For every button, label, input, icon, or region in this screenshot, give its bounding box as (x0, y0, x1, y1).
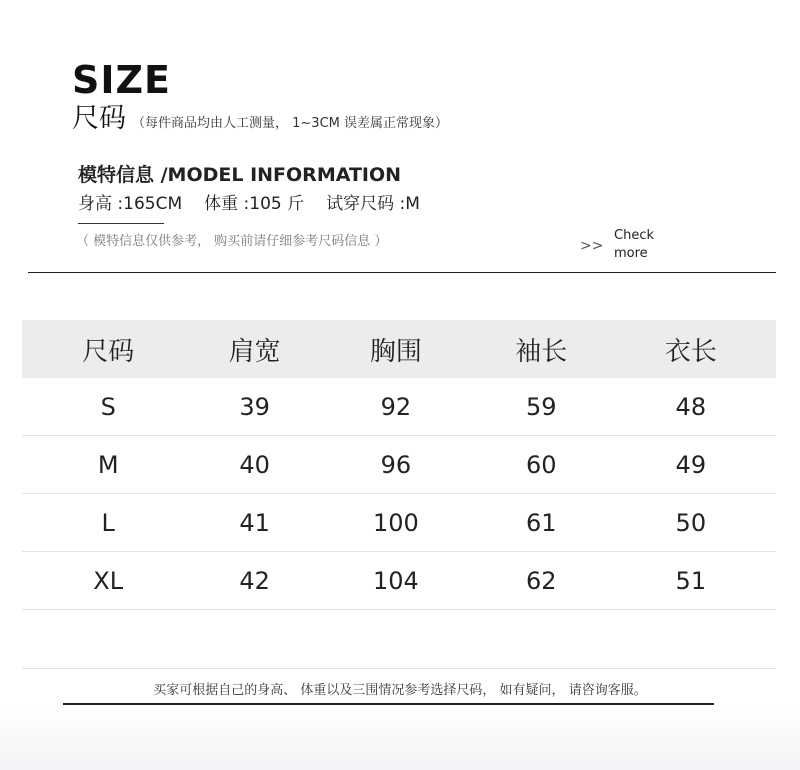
table-cell: 96 (315, 436, 477, 494)
bottom-fade (0, 708, 800, 770)
table-row (22, 552, 776, 610)
model-tryon-size: 试穿尺码 :M (326, 194, 420, 214)
size-cn-label: 尺码 (72, 103, 126, 134)
table-cell: 92 (315, 378, 477, 436)
header-length: 衣长 (606, 320, 776, 378)
table-cell: 39 (194, 378, 314, 436)
size-title: SIZE (72, 58, 172, 102)
table-row (22, 436, 776, 494)
double-chevron-icon: >> (580, 238, 604, 254)
header-sleeve: 袖长 (477, 320, 606, 378)
measurement-note: （每件商品均由人工测量， 1~3CM 误差属正常现象） (132, 116, 448, 131)
table-header-row (22, 320, 776, 378)
table-row (22, 494, 776, 552)
table-cell: 51 (606, 552, 776, 610)
table-cell: 50 (606, 494, 776, 552)
table-cell: 42 (194, 552, 314, 610)
table-cell: 100 (315, 494, 477, 552)
table-cell: M (22, 436, 194, 494)
table-cell: 40 (194, 436, 314, 494)
model-info-note: （ 模特信息仅供参考， 购买前请仔细参考尺码信息 ） (76, 234, 388, 249)
table-cell: 48 (606, 378, 776, 436)
check-more-link[interactable]: Check more (614, 228, 654, 261)
table-cell: 104 (315, 552, 477, 610)
table-cell: 60 (477, 436, 606, 494)
header-chest: 胸围 (315, 320, 477, 378)
footer-note: 买家可根据自己的身高、 体重以及三围情况参考选择尺码， 如有疑问， 请咨询客服。 (153, 683, 647, 698)
size-table (22, 320, 776, 610)
table-cell: 49 (606, 436, 776, 494)
model-weight: 体重 :105 斤 (204, 194, 305, 214)
model-info-line (78, 192, 442, 216)
model-height: 身高 :165CM (78, 194, 183, 214)
table-cell: XL (22, 552, 194, 610)
table-cell: 41 (194, 494, 314, 552)
header-size: 尺码 (22, 320, 194, 378)
table-cell: L (22, 494, 194, 552)
divider (28, 272, 776, 273)
table-row (22, 378, 776, 436)
table-cell: 59 (477, 378, 606, 436)
footer-underline (63, 703, 714, 705)
table-cell: 62 (477, 552, 606, 610)
divider-short (78, 223, 164, 224)
model-info-heading: 模特信息 /MODEL INFORMATION (78, 164, 402, 186)
divider (22, 668, 776, 669)
size-subtitle (72, 104, 448, 139)
table-cell: 61 (477, 494, 606, 552)
header-shoulder: 肩宽 (194, 320, 314, 378)
table-cell: S (22, 378, 194, 436)
